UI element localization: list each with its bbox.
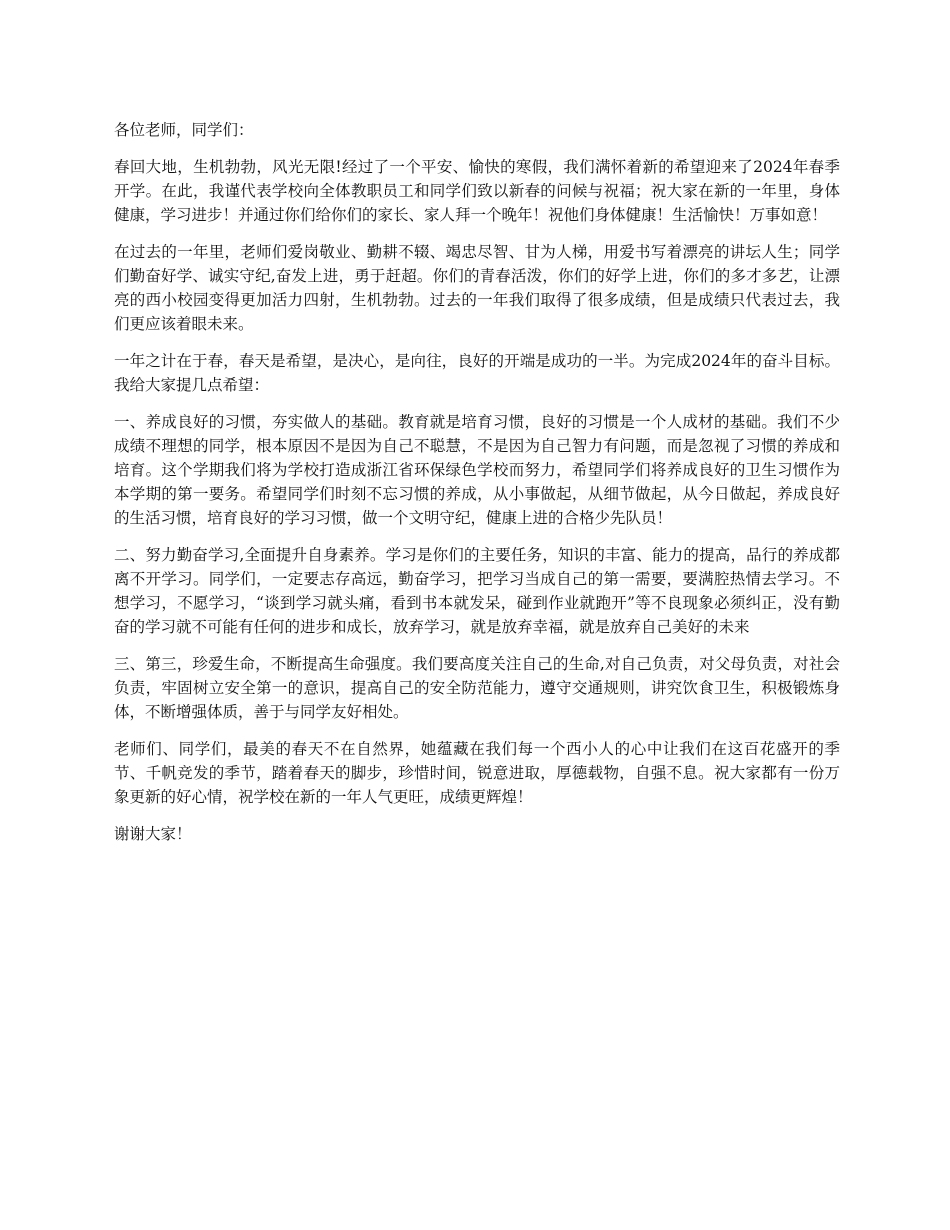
paragraph-conclusion: 老师们、同学们，最美的春天不在自然界，她蕴藏在我们每一个西小人的心中让我们在这百花盛开的季节、千帆竞发的季节，踏着春天的脚步，珍惜时间，锐意进取，厚德载物，自强不息。祝大家都有一份万象更新的好心情，祝学校在新的一年人气更旺，成绩更辉煌！ <box>114 740 840 806</box>
closing-thanks: 谢谢大家！ <box>114 825 192 843</box>
paragraph-point-three-life: 三、第三，珍爱生命，不断提高生命强度。我们要高度关注自己的生命,对自己负责，对父母负责，对社会负责，牢固树立安全第一的意识，提高自己的安全防范能力，遵守交通规则，讲究饮食卫生，积极锻炼身体，不断增强体质，善于与同学友好相处。 <box>114 655 840 721</box>
greeting: 各位老师，同学们： <box>114 121 254 139</box>
paragraph-past-year: 在过去的一年里，老师们爱岗敬业、勤耕不辍、竭忠尽智、甘为人梯，用爱书写着漂亮的讲坛人生；同学们勤奋好学、诚实守纪,奋发上进，勇于赶超。你们的青春活泼，你们的好学上进，你们的多才多艺，让漂亮的西小校园变得更加活力四射，生机勃勃。过去的一年我们取得了很多成绩，但是成绩只代表过去，我们更应该着眼未来。 <box>114 243 840 333</box>
document-body <box>114 118 840 859</box>
paragraph-opening: 春回大地，生机勃勃，风光无限!经过了一个平安、愉快的寒假，我们满怀着新的希望迎来了2024年春季开学。在此，我谨代表学校向全体教职员工和同学们致以新春的问候与祝福；祝大家在新的一年里，身体健康，学习进步！并通过你们给你们的家长、家人拜一个晚年！祝他们身体健康！生活愉快！万事如意！ <box>114 158 840 224</box>
paragraph-point-two-study: 二、努力勤奋学习,全面提升自身素养。学习是你们的主要任务，知识的丰富、能力的提高，品行的养成都离不开学习。同学们，一定要志存高远，勤奋学习，把学习当成自己的第一需要，要满腔热情去学习。不想学习，不愿学习，“谈到学习就头痛，看到书本就发呆，碰到作业就跑开”等不良现象必须纠正，没有勤奋的学习就不可能有任何的进步和成长，放弃学习，就是放弃幸福，就是放弃自己美好的未来 <box>114 546 840 636</box>
paragraph-point-one-habits: 一、养成良好的习惯，夯实做人的基础。教育就是培育习惯，良好的习惯是一个人成材的基础。我们不少成绩不理想的同学，根本原因不是因为自己不聪慧，不是因为自己智力有问题，而是忽视了习惯的养成和培育。这个学期我们将为学校打造成浙江省环保绿色学校而努力，希望同学们将养成良好的卫生习惯作为本学期的第一要务。希望同学们时刻不忘习惯的养成，从小事做起，从细节做起，从今日做起，养成良好的生活习惯，培育良好的学习习惯，做一个文明守纪，健康上进的合格少先队员！ <box>114 413 840 527</box>
paragraph-new-year-goals: 一年之计在于春，春天是希望，是决心，是向往，良好的开端是成功的一半。为完成2024年的奋斗目标。我给大家提几点希望： <box>114 352 840 394</box>
